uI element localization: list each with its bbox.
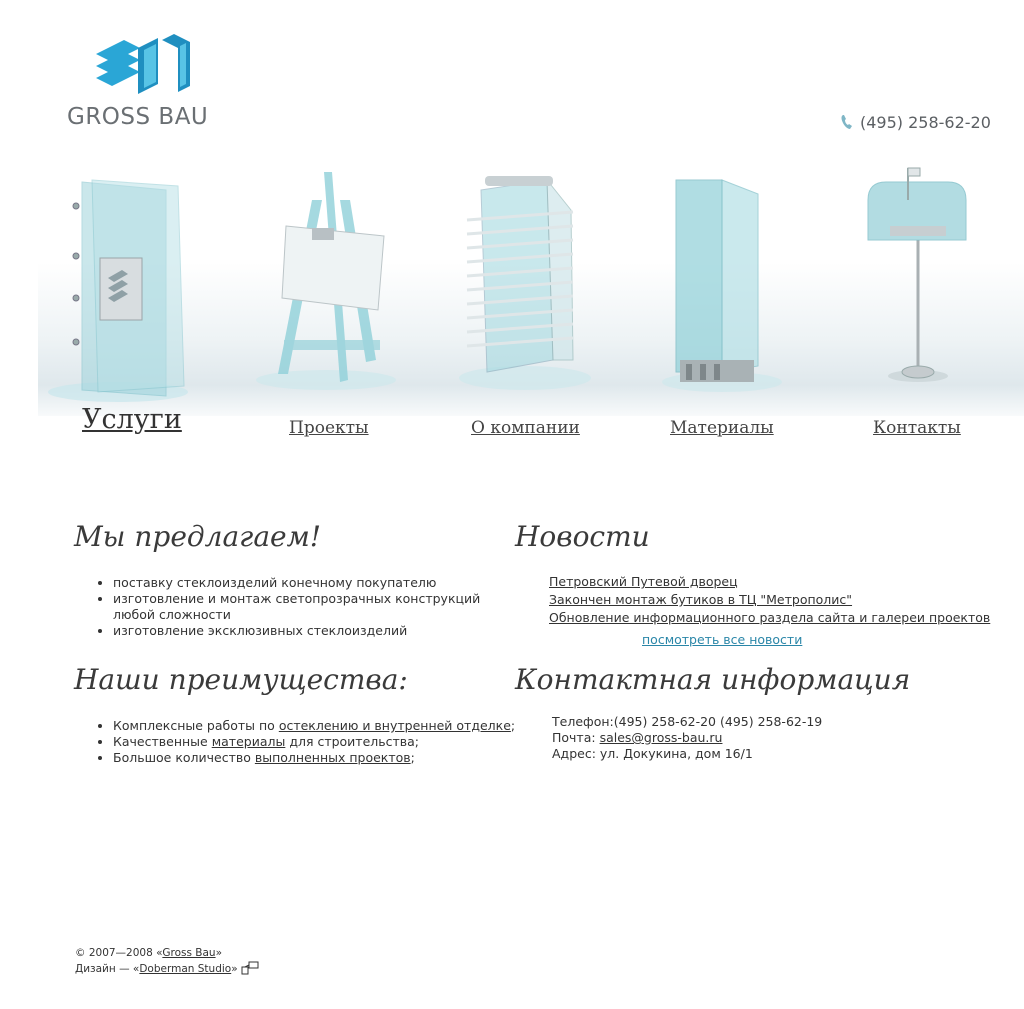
design-suffix: » <box>231 963 238 975</box>
advantages-list <box>75 718 543 766</box>
offer-list <box>75 575 523 639</box>
footer <box>75 945 259 977</box>
news-item[interactable]: Обновление информационного раздела сайта и галереи проектов <box>549 610 991 625</box>
news-item[interactable]: Петровский Путевой дворец <box>549 574 738 589</box>
logo-text: GROSS BAU <box>67 104 209 130</box>
phone-value: (495) 258-62-20 (495) 258-62-19 <box>613 714 823 729</box>
nav-projects[interactable]: Проекты <box>289 418 369 438</box>
news-item[interactable]: Закончен монтаж бутиков в ТЦ "Метрополис" <box>549 592 853 607</box>
header-phone <box>840 113 991 132</box>
list-text: ; <box>410 750 415 765</box>
services-banner <box>38 160 1024 416</box>
phone-icon <box>840 114 854 130</box>
materials-illustration[interactable] <box>630 160 826 416</box>
contacts-illustration[interactable] <box>826 160 1022 416</box>
contact-info <box>552 714 822 762</box>
nav-contacts[interactable]: Контакты <box>873 418 961 438</box>
glass-easel-icon <box>236 160 432 416</box>
contacts-title: Контактная информация <box>515 663 911 696</box>
mail-label: Почта: <box>552 730 600 745</box>
copyright-suffix: » <box>215 947 223 959</box>
list-item <box>113 718 543 734</box>
list-item: • поставку стеклоизделий конечному покупателю <box>113 575 523 591</box>
list-text: ; <box>510 718 516 733</box>
news-title: Новости <box>515 520 650 553</box>
list-text: Качественные <box>113 734 212 749</box>
doberman-studio-icon[interactable] <box>241 961 259 975</box>
list-item <box>113 734 543 750</box>
copyright-prefix: © 2007—2008 « <box>75 947 163 959</box>
glass-building-icon <box>433 160 629 416</box>
phone-number: (495) 258-62-20 <box>860 113 991 132</box>
list-text: Большое количество <box>113 750 255 765</box>
projects-illustration[interactable] <box>236 160 432 416</box>
advantages-title: Наши преимущества: <box>74 663 408 696</box>
glass-profile-icon <box>630 160 826 416</box>
studio-link[interactable]: Doberman Studio <box>139 963 232 975</box>
completed-projects-link[interactable]: выполненных проектов <box>254 750 411 765</box>
nav-materials[interactable]: Материалы <box>670 418 774 438</box>
company-illustration[interactable] <box>433 160 629 416</box>
list-text: для строительства; <box>285 734 420 749</box>
list-item: • изготовление и монтаж светопрозрачных конструкций любой сложности <box>113 591 523 623</box>
copyright <box>75 945 259 961</box>
design-prefix: Дизайн — « <box>75 963 140 975</box>
nav-about[interactable]: О компании <box>471 418 580 438</box>
glazing-link[interactable]: остеклению и внутренней отделке <box>278 718 511 733</box>
services-illustration[interactable] <box>38 160 234 416</box>
contact-phone <box>552 714 822 730</box>
company-link[interactable]: Gross Bau <box>162 947 216 959</box>
all-news-link[interactable]: посмотреть все новости <box>642 632 803 647</box>
glass-book-icon <box>38 160 234 416</box>
design-credit <box>75 961 259 977</box>
list-item <box>113 750 543 766</box>
address-value: ул. Докукина, дом 16/1 <box>599 746 753 761</box>
news-list <box>549 573 990 627</box>
contact-address <box>552 746 822 762</box>
nav-services[interactable]: Услуги <box>82 404 182 435</box>
logo-mark-icon <box>94 34 194 96</box>
contact-mail <box>552 730 822 746</box>
phone-label: Телефон: <box>552 714 614 729</box>
list-item: • изготовление эксклюзивных стеклоизделий <box>113 623 523 639</box>
materials-link[interactable]: материалы <box>211 734 286 749</box>
mailbox-icon <box>826 160 1022 416</box>
offer-title: Мы предлагаем! <box>74 520 322 553</box>
logo[interactable] <box>64 34 234 134</box>
email-link[interactable]: sales@gross-bau.ru <box>599 730 723 745</box>
address-label: Адрес: <box>552 746 600 761</box>
list-text: Комплексные работы по <box>113 718 279 733</box>
